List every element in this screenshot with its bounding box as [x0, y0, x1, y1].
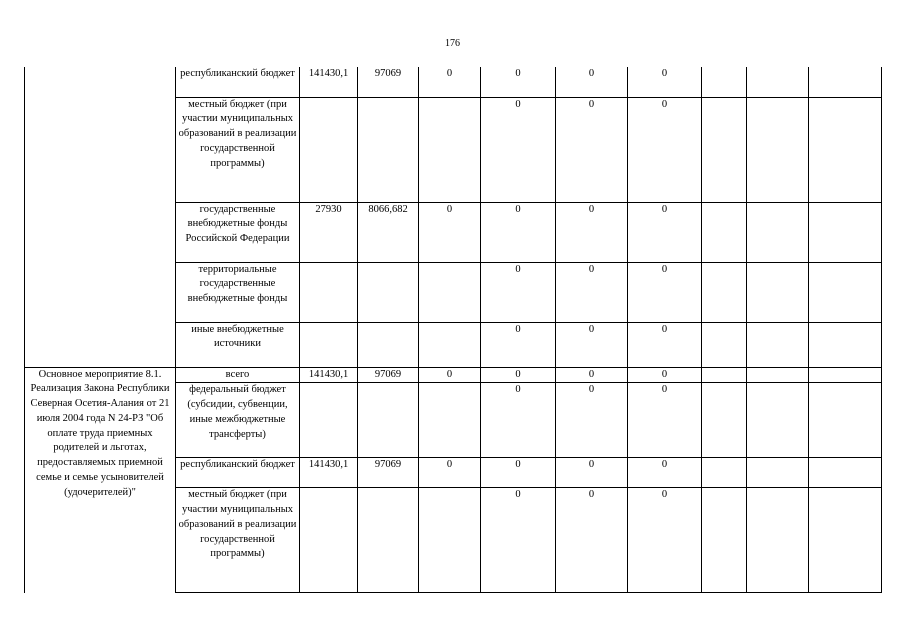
value-cell: [419, 322, 481, 367]
value-cell: [747, 367, 809, 383]
value-cell: [747, 458, 809, 488]
value-cell: 0: [628, 97, 702, 202]
funding-source-cell: местный бюджет (при участии муниципальных образований в реализации государственной программы): [176, 97, 300, 202]
value-cell: 0: [556, 67, 628, 97]
value-cell: [809, 202, 882, 262]
value-cell: 141430,1: [300, 67, 358, 97]
value-cell: [419, 262, 481, 322]
value-cell: 0: [556, 458, 628, 488]
funding-source-cell: территориальные государственные внебюджетные фонды: [176, 262, 300, 322]
funding-source-cell: республиканский бюджет: [176, 67, 300, 97]
value-cell: 0: [628, 67, 702, 97]
funding-source-cell: иные внебюджетные источники: [176, 322, 300, 367]
value-cell: [300, 383, 358, 458]
value-cell: [747, 262, 809, 322]
value-cell: 141430,1: [300, 458, 358, 488]
value-cell: [300, 322, 358, 367]
value-cell: [358, 97, 419, 202]
funding-source-cell: государственные внебюджетные фонды Российской Федерации: [176, 202, 300, 262]
value-cell: 0: [556, 97, 628, 202]
table-row: [25, 67, 905, 97]
value-cell: 0: [556, 367, 628, 383]
value-cell: 0: [481, 67, 556, 97]
value-cell: 0: [628, 488, 702, 593]
measure-title-cell: Основное мероприятие 8.1. Реализация Закона Республики Северная Осетия-Алания от 21 июля 2004 года N 24-РЗ "Об оплате труда приемных родителей и льготах, предоставляемых приемной семье и семье усыновителей (удочерителей)": [25, 367, 176, 593]
value-cell: 0: [481, 97, 556, 202]
value-cell: 0: [481, 262, 556, 322]
table-row: [25, 367, 905, 383]
value-cell: 0: [628, 458, 702, 488]
value-cell: [300, 97, 358, 202]
value-cell: [419, 383, 481, 458]
value-cell: [419, 97, 481, 202]
value-cell: [702, 367, 747, 383]
value-cell: 0: [556, 202, 628, 262]
value-cell: 0: [419, 458, 481, 488]
value-cell: 0: [481, 322, 556, 367]
value-cell: 0: [419, 367, 481, 383]
value-cell: 0: [481, 202, 556, 262]
value-cell: 0: [628, 367, 702, 383]
value-cell: 8066,682: [358, 202, 419, 262]
value-cell: 27930: [300, 202, 358, 262]
value-cell: [702, 67, 747, 97]
value-cell: [358, 322, 419, 367]
value-cell: 0: [556, 383, 628, 458]
value-cell: [747, 488, 809, 593]
blank-measure-cell: [25, 67, 176, 367]
value-cell: 0: [419, 67, 481, 97]
value-cell: [809, 322, 882, 367]
value-cell: 0: [628, 202, 702, 262]
value-cell: 141430,1: [300, 367, 358, 383]
value-cell: [702, 202, 747, 262]
value-cell: 0: [556, 488, 628, 593]
value-cell: [809, 458, 882, 488]
value-cell: 97069: [358, 367, 419, 383]
value-cell: [809, 97, 882, 202]
funding-source-cell: республиканский бюджет: [176, 458, 300, 488]
value-cell: [702, 458, 747, 488]
funding-source-cell: федеральный бюджет (субсидии, субвенции, иные межбюджетные трансферты): [176, 383, 300, 458]
value-cell: [809, 488, 882, 593]
funding-source-cell: местный бюджет (при участии муниципальных образований в реализации государственной программы): [176, 488, 300, 593]
value-cell: 0: [556, 322, 628, 367]
value-cell: [419, 488, 481, 593]
budget-table: [24, 67, 905, 593]
value-cell: 0: [481, 367, 556, 383]
value-cell: [300, 262, 358, 322]
value-cell: 0: [481, 488, 556, 593]
value-cell: 97069: [358, 67, 419, 97]
value-cell: 97069: [358, 458, 419, 488]
value-cell: 0: [628, 262, 702, 322]
value-cell: [747, 383, 809, 458]
value-cell: [702, 322, 747, 367]
funding-source-cell: всего: [176, 367, 300, 383]
value-cell: [702, 488, 747, 593]
value-cell: [358, 488, 419, 593]
value-cell: [747, 67, 809, 97]
value-cell: [747, 322, 809, 367]
value-cell: [702, 383, 747, 458]
value-cell: 0: [628, 322, 702, 367]
value-cell: [358, 262, 419, 322]
value-cell: 0: [481, 458, 556, 488]
value-cell: [809, 67, 882, 97]
value-cell: [809, 262, 882, 322]
value-cell: [358, 383, 419, 458]
value-cell: [702, 262, 747, 322]
value-cell: 0: [556, 262, 628, 322]
value-cell: [702, 97, 747, 202]
value-cell: [809, 367, 882, 383]
value-cell: [809, 383, 882, 458]
value-cell: 0: [419, 202, 481, 262]
value-cell: [300, 488, 358, 593]
value-cell: 0: [481, 383, 556, 458]
value-cell: [747, 97, 809, 202]
value-cell: [747, 202, 809, 262]
page-number: 176: [445, 38, 460, 49]
value-cell: 0: [628, 383, 702, 458]
